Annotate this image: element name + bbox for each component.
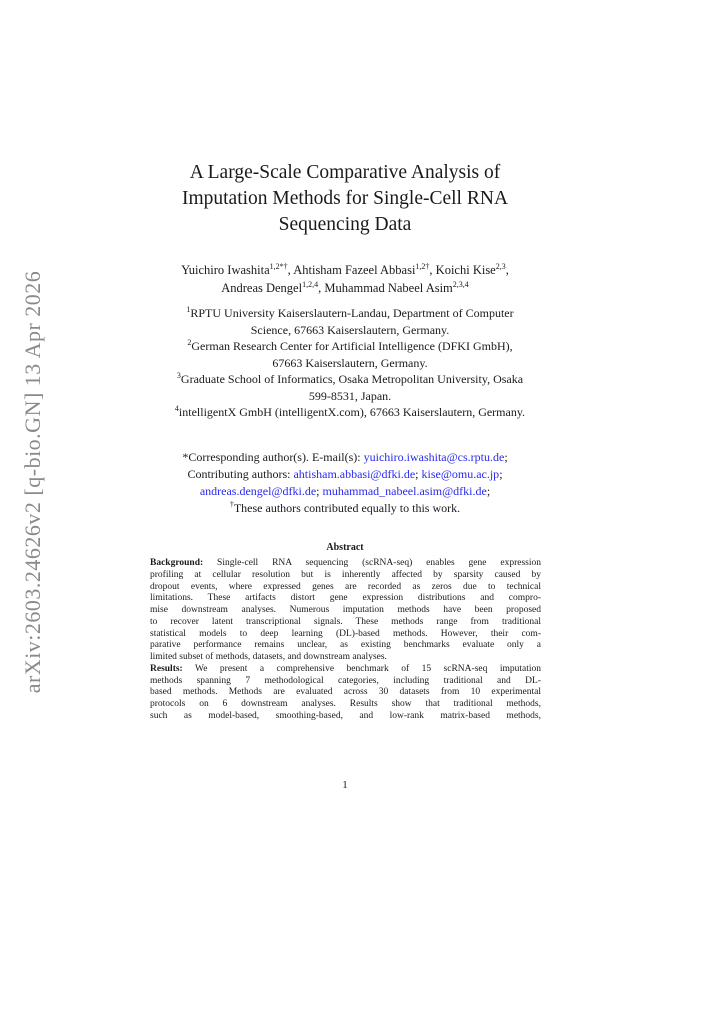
author-affil-sup: 1,2,4 — [302, 280, 319, 289]
affiliation-line: Science, 67663 Kaiserslautern, Germany. — [250, 322, 450, 337]
affiliation-line: 67663 Kaiserslautern, Germany. — [272, 355, 428, 370]
contributing-line: andreas.dengel@dfki.de; muhammad_nabeel.asim@dfki.de; — [199, 484, 491, 498]
affiliation-line: $^3$Graduate School of Informatics, Osaka Metropolitan University, Osaka — [176, 371, 524, 386]
abstract-line: limited subset of methods, datasets, and downstream analyses. — [150, 652, 387, 662]
arxiv-identifier: arXiv:2603.24626v2 [q-bio.GN] 13 Apr 2026 — [20, 270, 45, 694]
paper-title — [120, 160, 570, 238]
affiliation-line: $^1$RPTU University Kaiserslautern-Landau, Department of Computer — [186, 305, 514, 320]
author-line: Andreas Dengel$^{1,2,4}$, Muhammad Nabeel Asim$^{2,3,4}$ — [221, 280, 469, 295]
abstract-line: mise downstream analyses. Numerous imputation methods have been proposed — [150, 605, 541, 615]
email-link[interactable]: ahtisham.abbasi@dfki.de — [293, 467, 416, 481]
abstract-line: methods spanning 7 methodological categories, including traditional and DL- — [150, 675, 541, 686]
abstract-line: dropout events, where expressed genes are recorded as zeros due to technical — [150, 581, 541, 592]
abstract-line: statistical models to deep learning (DL)-based methods. However, their com- — [150, 628, 541, 639]
abstract-heading: Abstract — [326, 542, 364, 553]
author-list — [110, 261, 580, 297]
abstract-line: Results: We present a comprehensive benchmark of 15 scRNA-seq imputation — [150, 663, 541, 674]
abstract-line: protocols on 6 downstream analyses. Results show that traditional methods, — [150, 699, 541, 709]
abstract-line: such as model-based, smoothing-based, and low-rank matrix-based methods, — [150, 710, 541, 721]
abstract-line: profiling at cellular resolution but is inherently affected by sparsity caused by — [150, 569, 541, 580]
author-name: Ahtisham Fazeel Abbasi — [293, 263, 416, 277]
equal-contribution-note: †These authors contributed equally to this work. — [229, 500, 461, 515]
correspondence-block — [110, 449, 580, 517]
contributing-line: Contributing authors: ahtisham.abbasi@dfki.de; kise@omu.ac.jp; — [187, 467, 503, 481]
title-line: A Large-Scale Comparative Analysis of — [189, 162, 501, 183]
affiliation-line: $^2$German Research Center for Artificial Intelligence (DFKI GmbH), — [187, 338, 513, 353]
affiliation-line: $^4$intelligentX GmbH (intelligentX.com), 67663 Kaiserslautern, Germany. — [174, 404, 526, 419]
affiliation-line: 599-8531, Japan. — [308, 388, 392, 403]
author-affil-sup: 1,2*† — [269, 262, 288, 271]
author-name: Andreas Dengel — [221, 281, 303, 295]
title-line: Sequencing Data — [278, 214, 412, 235]
background-label: Background: — [150, 558, 204, 568]
abstract-line: based methods. Methods are evaluated across 30 datasets from 10 experimental — [150, 687, 541, 698]
author-affil-sup: 1,2† — [415, 262, 430, 271]
author-line: Yuichiro Iwashita$^{1,2*\dagger}$, Ahtisham Fazeel Abbasi$^{1,2\dagger}$, Koichi Kise$^{2,3}$, — [181, 262, 509, 277]
abstract-line: limitations. These artifacts distort gene expression distributions and compro- — [150, 593, 541, 604]
email-link[interactable]: yuichiro.iwashita@cs.rptu.de — [363, 450, 505, 464]
author-name: Yuichiro Iwashita — [181, 263, 270, 277]
author-name: Koichi Kise — [435, 263, 496, 277]
affiliation-list — [110, 305, 590, 421]
results-label: Results: — [150, 663, 183, 674]
email-link[interactable]: muhammad_nabeel.asim@dfki.de — [322, 484, 487, 498]
abstract-body — [150, 558, 541, 723]
corresponding-line: *Corresponding author(s). E-mail(s): yuichiro.iwashita@cs.rptu.de; — [182, 450, 508, 464]
author-name: Muhammad Nabeel Asim — [324, 281, 453, 295]
author-affil-sup: 2,3 — [495, 262, 506, 271]
abstract-line: parative performance remains unclear, as existing benchmarks evaluate only a — [150, 640, 541, 651]
arxiv-sidebar-stamp — [15, 270, 51, 694]
abstract-line: Background: Single-cell RNA sequencing (scRNA-seq) enables gene expression — [150, 558, 541, 568]
abstract-line: to recover latent transcriptional signals. These methods range from traditional — [150, 616, 541, 627]
email-link[interactable]: kise@omu.ac.jp — [421, 467, 500, 481]
author-affil-sup: 2,3,4 — [452, 280, 469, 289]
email-link[interactable]: andreas.dengel@dfki.de — [199, 484, 317, 498]
page-number: 1 — [342, 779, 348, 791]
title-line: Imputation Methods for Single-Cell RNA — [181, 188, 509, 209]
